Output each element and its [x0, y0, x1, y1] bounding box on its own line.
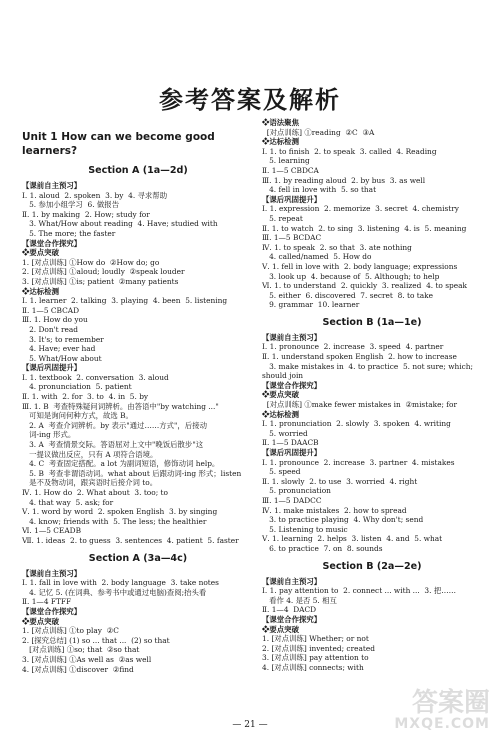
part-tag: 【课堂合作探究】	[22, 606, 82, 616]
answer-line: 5. B 考查非谓语动词。what about 后跟动词-ing 形式；listen	[22, 468, 242, 478]
answer-line: Ⅰ. 1. aloud 2. spoken 3. by 4. 寻求帮助	[22, 190, 168, 200]
answer-line: 5. pronunciation	[262, 486, 331, 496]
answer-line: Ⅲ. 1. B 考查特殊疑问词辨析。由答语中"by watching ..."	[22, 401, 219, 411]
answer-line: 3. What/How about reading 4. Have; studied with	[22, 219, 218, 229]
section-heading: Section B (2a—2e)	[322, 560, 422, 572]
answer-line: Ⅱ. 1. with 2. for 3. to 4. in 5. by	[22, 392, 149, 402]
left-column	[22, 118, 254, 674]
subheading: ❖要点突破	[22, 248, 59, 258]
answer-line: Ⅱ. 1—5 CBCAD	[22, 305, 80, 315]
answer-line: 4. that way 5. ask; for	[22, 497, 114, 507]
answer-line: 3. A 考查情景交际。答语屈对上文中"晚饭后散步"这	[22, 440, 204, 450]
right-column	[262, 118, 482, 672]
part-tag: 【课前自主预习】	[22, 181, 82, 190]
answer-line: 4. [对点训练] connects; with	[262, 662, 364, 672]
answer-line: 3. to practice playing 4. Why don't; send	[262, 515, 424, 525]
watermark-logo	[370, 690, 490, 740]
answer-line: Ⅰ. 1. to finish 2. to speak 3. called 4. Reading	[262, 146, 437, 156]
answer-line: 6. to practice 7. on 8. sounds	[262, 543, 383, 553]
answer-line: 看作 4. 是否 5. 相互	[262, 595, 337, 605]
answer-line: Ⅲ. 1—5 DADCC	[262, 495, 322, 505]
answer-line: Ⅰ. 1. learner 2. talking 3. playing 4. been 5. listening	[22, 296, 228, 306]
answer-line: Ⅳ. 1. How do 2. What about 3. too; to	[22, 488, 168, 497]
answer-line: 4. know; friends with 5. The less; the healthier	[22, 516, 207, 526]
section-heading: Section A (3a—4c)	[88, 552, 188, 564]
answer-line: 4. pronunciation 5. patient	[22, 382, 132, 392]
answer-line: 5. repeat	[262, 213, 303, 223]
section-heading: Section B (1a—1e)	[322, 316, 422, 328]
answer-line: 2. [探究总结] (1) so ... that ... (2) so that	[22, 635, 170, 645]
answer-line: Ⅱ. 1. understand spoken English 2. how to increase	[262, 352, 457, 362]
part-tag: 【课前自主预习】	[22, 568, 82, 578]
answer-line: 5. The more; the faster	[22, 228, 116, 238]
answer-line: 2. A 考查介词辨析。by 表示"通过……方式"，后接动	[22, 420, 207, 430]
answer-line: [对点训练] ①reading ②C ③A	[262, 127, 375, 137]
answer-line: 5. either 6. discovered 7. secret 8. to take	[262, 290, 433, 300]
answer-line: [对点训练] ①make fewer mistakes in ②mistake; for	[262, 400, 458, 410]
answer-line: Ⅱ. 1—5 DAACB	[262, 438, 319, 448]
answer-line: 3. [对点训练] ①As well as ②as well	[22, 654, 152, 664]
subheading: ❖达标检测	[262, 409, 299, 419]
answer-line: 4. [对点训练] ①discover ②find	[22, 664, 134, 674]
answer-line: Ⅲ. 1—5 BCDAC	[262, 233, 322, 243]
answer-line: Ⅰ. 1. pronounce 2. increase 3. partner 4. mistakes	[262, 457, 455, 467]
answer-line: Ⅲ. 1. by reading aloud 2. by bus 3. as well	[262, 175, 426, 185]
part-tag: 【课堂合作探究】	[262, 614, 322, 624]
answer-line: Ⅱ. 1—4 FTFF	[22, 597, 72, 607]
part-tag: 【课堂合作探究】	[22, 238, 82, 248]
answer-line: 是不及物动词，跟宾语时后接介词 to。	[22, 478, 158, 488]
part-tag: 【课堂合作探究】	[262, 380, 322, 390]
answer-line: 1. [对点训练] ①to play ②C	[22, 626, 119, 636]
subheading: ❖语法聚焦	[262, 118, 299, 127]
answer-line: 可知是询问何种方式，故选 B。	[22, 411, 133, 421]
answer-line: 2. Don't read	[22, 324, 78, 334]
answer-line: Ⅲ. 1. How do you	[22, 315, 88, 325]
part-tag: 【课前自主预习】	[262, 576, 322, 586]
answer-line: Ⅰ. 1. pronunciation 2. slowly 3. spoken 4. writing	[262, 419, 451, 429]
answer-line: 一提议做出反应，只有 A 项符合语境。	[22, 449, 158, 459]
watermark-url: MXQE.COM	[394, 716, 490, 732]
unit-heading: Unit 1 How can we become good learners?	[22, 131, 215, 157]
subheading: ❖要点突破	[22, 616, 59, 626]
part-tag: 【课前自主预习】	[262, 332, 322, 342]
part-tag: 【课后巩固提升】	[262, 194, 322, 204]
answer-line: 5. Listening to music	[262, 524, 348, 534]
answer-line: Ⅳ. 1. to speak 2. so that 3. ate nothing	[262, 242, 412, 252]
answer-line: Ⅰ. 1. fall in love with 2. body language 3. take notes	[22, 578, 219, 588]
answer-line: 4. called/named 5. How do	[262, 252, 372, 262]
answer-line: Ⅱ. 1. to watch 2. to sing 3. listening 4. is 5. meaning	[262, 223, 467, 233]
answer-line: 3. [对点训练] pay attention to	[262, 653, 369, 663]
answer-line: 5. worried	[262, 428, 308, 438]
answer-line: Ⅱ. 1—4 DACD	[262, 605, 317, 615]
answer-line: 5. learning	[262, 156, 310, 166]
answer-line: Ⅰ. 1. expression 2. memorize 3. secret 4. chemistry	[262, 204, 459, 214]
answer-line: Ⅰ. 1. pronounce 2. increase 3. speed 4. partner	[262, 342, 444, 352]
answer-line: 1. [对点训练] Whether; or not	[262, 634, 369, 644]
answer-line: [对点训练] ①so; that ②so that	[22, 645, 140, 655]
answer-line: 4. fell in love with 5. so that	[262, 185, 377, 195]
subheading: ❖达标检测	[22, 286, 59, 296]
answer-line: 9. grammar 10. learner	[262, 300, 360, 310]
answer-line: Ⅵ. 1. to understand 2. quickly 3. realized 4. to speak	[262, 281, 468, 291]
page-number: — 21 —	[232, 720, 268, 730]
answer-line: Ⅰ. 1. textbook 2. conversation 3. aloud	[22, 372, 169, 382]
answer-line: 4. C 考查固定搭配。a lot 为副词短语，修饰动词 help。	[22, 459, 220, 469]
answer-line: 2. [对点训练] invented; created	[262, 643, 375, 653]
answer-line: Ⅱ. 1. slowly 2. to use 3. worried 4. right	[262, 476, 418, 486]
answer-line: 4. 记忆 5. (在词典、参考书中或通过电脑)查阅;抬头看	[22, 587, 207, 597]
answer-line: Ⅴ. 1. fell in love with 2. body language; expressions	[262, 261, 458, 271]
section-heading: Section A (1a—2d)	[88, 165, 188, 176]
page-title: 参考答案及解析	[159, 86, 341, 114]
answer-line: 5. 参加小组学习 6. 做报告	[22, 200, 120, 210]
answer-line: 5. What/How about	[22, 353, 102, 363]
answer-line: 4. Have; ever had	[22, 344, 96, 354]
answer-line: Ⅴ. 1. word by word 2. spoken English 3. by singing	[22, 507, 218, 517]
answer-line: 3. make mistakes in 4. to practice 5. not sure; which; should join	[262, 361, 476, 381]
answer-line: Ⅱ. 1. by making 2. How; study for	[22, 209, 150, 219]
answer-line: 1. [对点训练] ①How do ②How do; go	[22, 257, 160, 267]
answer-line: 词-ing 形式。	[22, 430, 76, 440]
answer-line: Ⅴ. 1. learning 2. helps 3. listen 4. and 5. what	[262, 534, 443, 544]
answer-line: Ⅳ. 1. make mistakes 2. how to spread	[262, 505, 407, 515]
watermark-text: 答案圈	[411, 688, 490, 718]
answer-line: Ⅰ. 1. pay attention to 2. connect ... with ... 3. 把……	[262, 586, 456, 596]
subheading: ❖要点突破	[262, 390, 299, 400]
answer-line: 2. [对点训练] ①aloud; loudly ②speak louder	[22, 267, 185, 277]
answer-line: 3. It's; to remember	[22, 334, 104, 344]
answer-line: Ⅱ. 1—5 CBDCA	[262, 165, 319, 175]
answer-line: 5. speed	[262, 467, 301, 477]
part-tag: 【课后巩固提升】	[22, 363, 82, 373]
part-tag: 【课后巩固提升】	[262, 448, 322, 457]
answer-line: 3. look up 4. because of 5. Although; to help	[262, 271, 440, 281]
subheading: ❖达标检测	[262, 137, 299, 147]
subheading: ❖要点突破	[262, 624, 299, 634]
answer-line: 3. [对点训练] ①is; patient ②many patients	[22, 276, 179, 286]
answer-line: Ⅵ. 1—5 CEADB	[22, 526, 82, 536]
answer-line: Ⅶ. 1. ideas 2. to guess 3. sentences 4. patient 5. faster	[22, 535, 239, 545]
